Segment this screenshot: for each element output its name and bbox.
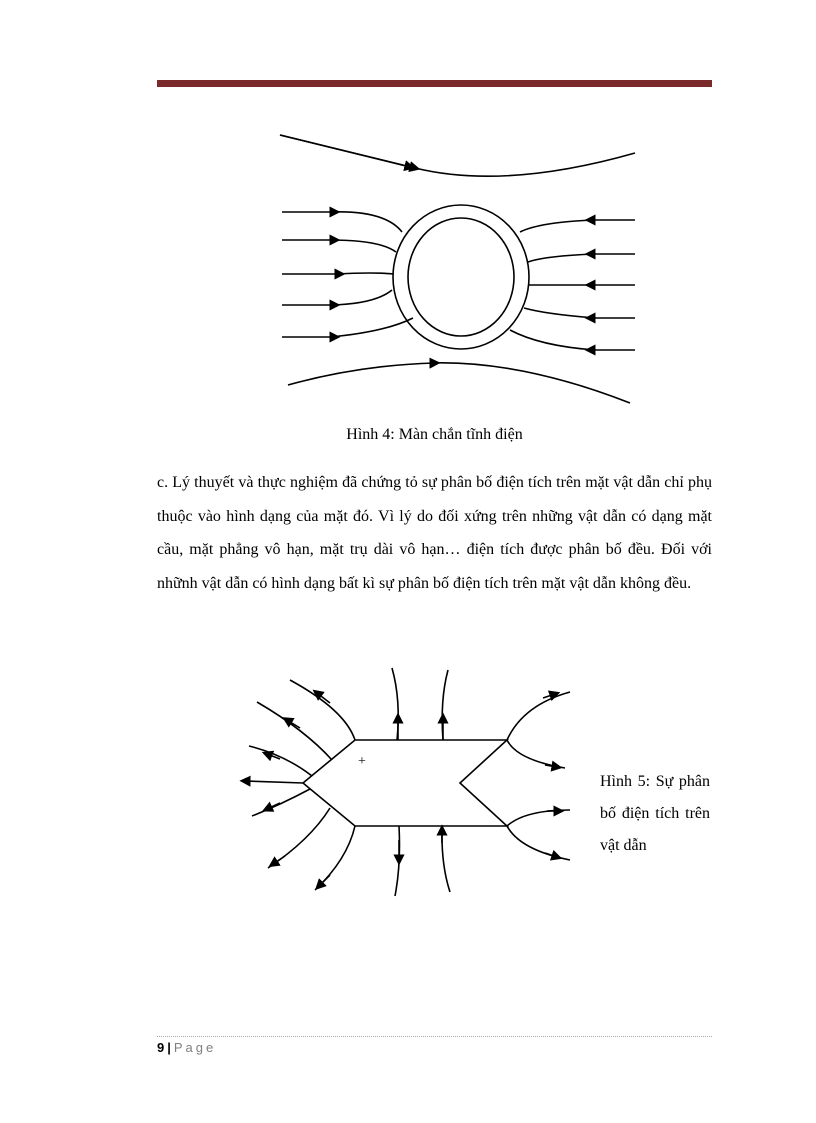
footer-rule	[157, 1036, 712, 1037]
conductor-charge-figure	[235, 660, 595, 900]
figure4-caption: Hình 4: Màn chắn tĩnh điện	[346, 426, 523, 443]
page-word: Page	[173, 1040, 217, 1055]
body-paragraph: c. Lý thuyết và thực nghiệm đã chứng tỏ sự phân bố điện tích trên mặt vật dẫn chỉ phụ thuộc vào hình dạng của mặt đó. Vì lý do đối xứng trên những vật dẫn có dạng mặt cầu, mặt phẳng vô hạn, mặt trụ dài vô hạn… điện tích được phân bố đều. Đối với nhữnh vật dẫn có hình dạng bất kì sự phân bố điện tích trên mặt vật dẫn không đều.	[157, 474, 712, 592]
plus-sign: +	[358, 754, 366, 769]
page-footer	[157, 1040, 216, 1055]
footer-separator: |	[167, 1040, 171, 1055]
header-bar	[157, 80, 712, 87]
page-number: 9	[157, 1040, 165, 1055]
shield-field-figure	[270, 120, 650, 420]
figure5-caption: Hình 5: Sự phân bố điện tích trên vật dẫn	[600, 773, 710, 854]
